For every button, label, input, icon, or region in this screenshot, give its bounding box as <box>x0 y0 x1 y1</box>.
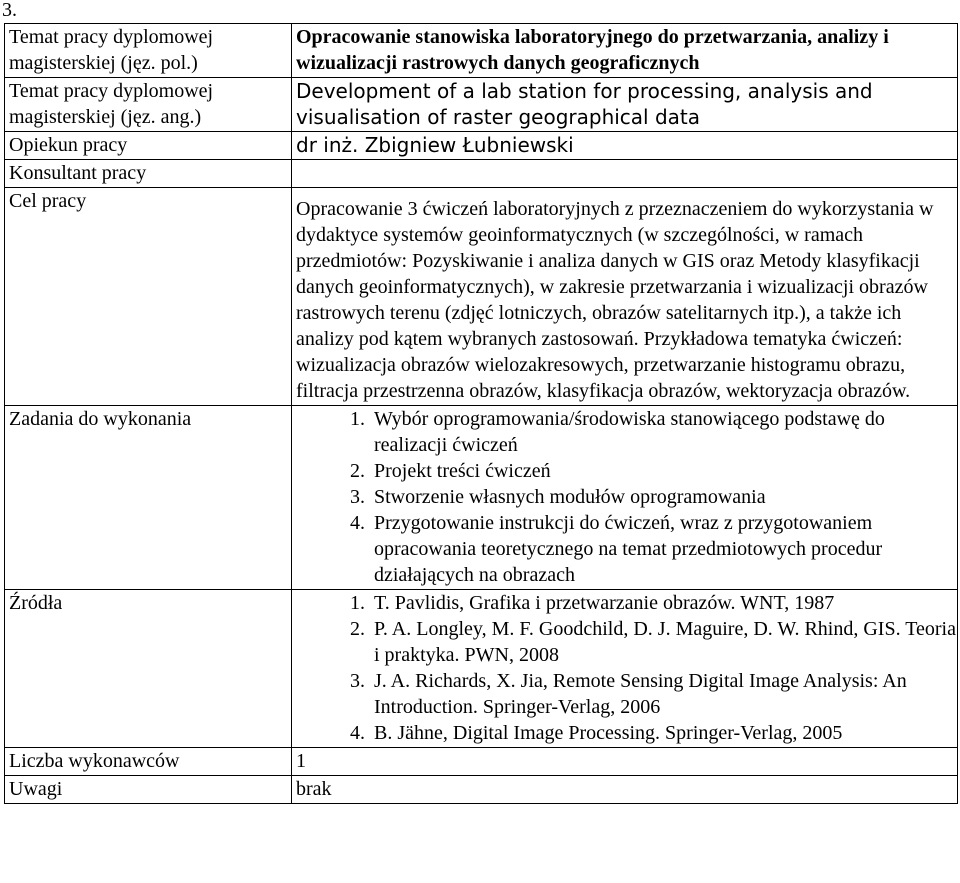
row-title-pl <box>5 24 958 78</box>
row-supervisor <box>5 132 958 160</box>
source-item: 4. B. Jähne, Digital Image Processing. Springer-Verlag, 2005 <box>370 720 957 746</box>
value-title-en: Development of a lab station for processing, analysis and visualisation of raster geographical data <box>292 78 958 132</box>
section-number: 3. <box>2 0 17 21</box>
label-title-en: Temat pracy dyplomowej magisterskiej (jęz. ang.) <box>5 78 292 132</box>
label-tasks: Zadania do wykonania <box>5 406 292 590</box>
value-supervisor: dr inż. Zbigniew Łubniewski <box>292 132 958 160</box>
label-sources: Źródła <box>5 590 292 748</box>
task-item: 3. Stworzenie własnych modułów oprogramowania <box>370 484 957 510</box>
row-tasks <box>5 406 958 590</box>
label-contractors: Liczba wykonawców <box>5 748 292 776</box>
task-item: 1. Wybór oprogramowania/środowiska stanowiącego podstawę do realizacji ćwiczeń <box>370 406 957 458</box>
value-sources <box>292 590 958 748</box>
goal-text: Opracowanie 3 ćwiczeń laboratoryjnych z przeznaczeniem do wykorzystania w dydaktyce systemów geoinformatycznych (w szczególności, w ramach przedmiotów: Pozyskiwanie i analiza danych w GIS oraz Metody klasyfikacji danych geoinformatycznych), w zakresie przetwarzania i wizualizacji obrazów rastrowych terenu (zdjęć lotniczych, obrazów satelitarnych itp.), a także ich analizy pod kątem wybranych zastosowań. Przykładowa tematyka ćwiczeń: wizualizacja obrazów wielozakresowych, przetwarzanie histogramu obrazu, filtracja przestrzenna obrazów, klasyfikacja obrazów, wektoryzacja obrazów. <box>296 198 934 402</box>
value-title-pl: Opracowanie stanowiska laboratoryjnego do przetwarzania, analizy i wizualizacji rastrowych danych geograficznych <box>292 24 958 78</box>
thesis-details-table <box>4 23 958 804</box>
sources-list <box>296 590 957 746</box>
source-item: 2. P. A. Longley, M. F. Goodchild, D. J. Maguire, D. W. Rhind, GIS. Teoria i praktyka. PWN, 2008 <box>370 616 957 668</box>
value-tasks <box>292 406 958 590</box>
value-contractors: 1 <box>292 748 958 776</box>
label-supervisor: Opiekun pracy <box>5 132 292 160</box>
tasks-list <box>296 406 957 588</box>
row-sources <box>5 590 958 748</box>
row-remarks <box>5 776 958 804</box>
label-title-pl: Temat pracy dyplomowej magisterskiej (jęz. pol.) <box>5 24 292 78</box>
row-title-en <box>5 78 958 132</box>
source-item: 3. J. A. Richards, X. Jia, Remote Sensing Digital Image Analysis: An Introduction. Springer-Verlag, 2006 <box>370 668 957 720</box>
task-item: 4. Przygotowanie instrukcji do ćwiczeń, wraz z przygotowaniem opracowania teoretycznego na temat przedmiotowych procedur działających na obrazach <box>370 510 957 588</box>
task-item: 2. Projekt treści ćwiczeń <box>370 458 957 484</box>
value-goal <box>292 188 958 406</box>
value-consultant <box>292 160 958 188</box>
row-contractors <box>5 748 958 776</box>
row-consultant <box>5 160 958 188</box>
label-consultant: Konsultant pracy <box>5 160 292 188</box>
value-remarks: brak <box>292 776 958 804</box>
label-remarks: Uwagi <box>5 776 292 804</box>
row-goal <box>5 188 958 406</box>
source-item: 1. T. Pavlidis, Grafika i przetwarzanie obrazów. WNT, 1987 <box>370 590 957 616</box>
label-goal: Cel pracy <box>5 188 292 406</box>
